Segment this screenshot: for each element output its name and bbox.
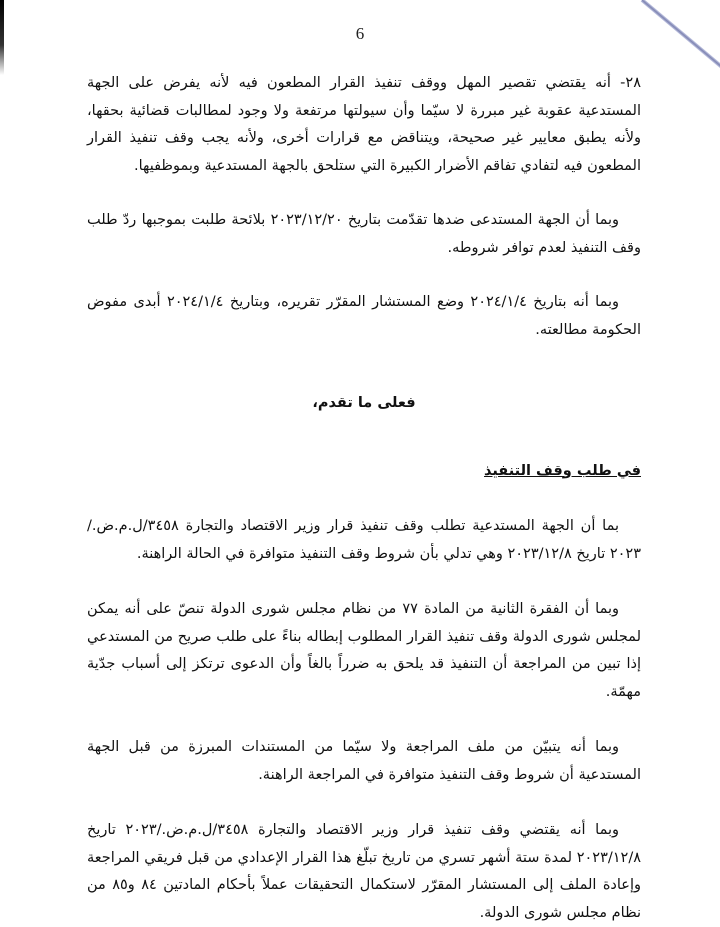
scan-corner-artifact <box>641 0 720 98</box>
page-number: 6 <box>355 24 365 43</box>
paragraph-file-review: وبما أنه يتبيّن من ملف المراجعة ولا سيّما من المستندات المبرزة من قبل الجهة المستدعية أن شروط وقف التنفيذ متوافرة في المراجعة الراهنة. <box>87 739 641 783</box>
document-body <box>87 70 641 927</box>
paragraph-suspension: وبما أنه يقتضي وقف تنفيذ قرار وزير الاقتصاد والتجارة ٣٤٥٨/ل.م.ض./٢٠٢٣ تاريخ ٢٠٢٣/١٢/٨ لمدة ستة أشهر تسري من تاريخ تبلّغ هذا القرار الإعدادي من قبل فريقي المراجعة وإعادة الملف إلى المستشار المقرّر لاستكمال التحقيقات عملاً بأحكام المادتين ٨٤ و٨٥ من نظام مجلس شورى الدولة. <box>87 822 641 921</box>
paragraph-article-77: وبما أن الفقرة الثانية من المادة ٧٧ من نظام مجلس شورى الدولة تنصّ على أنه يمكن لمجلس شورى الدولة وقف تنفيذ القرار المطلوب إبطاله بناءً على طلب صريح من المستدعي إذا تبين من المراجعة أن التنفيذ قد يلحق به ضرراً بالغاً وأن الدعوى ترتكز إلى أسباب جدّية مهمّة. <box>87 601 641 700</box>
section-heading: في طلب وقف التنفيذ <box>484 462 641 479</box>
paragraph-request: بما أن الجهة المستدعية تطلب وقف تنفيذ قرار وزير الاقتصاد والتجارة ٣٤٥٨/ل.م.ض./٢٠٢٣ تاريخ ٢٠٢٣/١٢/٨ وهي تدلي بأن شروط وقف التنفيذ متوافرة في الحالة الراهنة. <box>87 518 641 562</box>
paragraph-respondent-reply: وبما أن الجهة المستدعى ضدها تقدّمت بتاريخ ٢٠٢٣/١٢/٢٠ بلائحة طلبت بموجبها ردّ طلب وقف التنفيذ لعدم توافر شروطه. <box>87 212 641 256</box>
conclusion-intro: فعلى ما تقدم، <box>312 395 416 411</box>
paragraph-28: ٢٨- أنه يقتضي تقصير المهل ووقف تنفيذ القرار المطعون فيه لأنه يفرض على الجهة المستدعية عقوبة غير مبررة لا سيّما وأن سيولتها مرتفعة ولا وجود لمطالبات قضائية بحقها، ولأنه يطبق معايير غير صحيحة، ويتناقض مع قرارات أخرى، ولأنه يجب وقف تنفيذ القرار المطعون فيه لتفادي تفاقم الأضرار الكبيرة التي ستلحق بالجهة المستدعية وبموظفيها. <box>87 75 641 174</box>
paragraph-report: وبما أنه بتاريخ ٢٠٢٤/١/٤ وضع المستشار المقرّر تقريره، وبتاريخ ٢٠٢٤/١/٤ أبدى مفوض الحكومة مطالعته. <box>87 294 641 338</box>
